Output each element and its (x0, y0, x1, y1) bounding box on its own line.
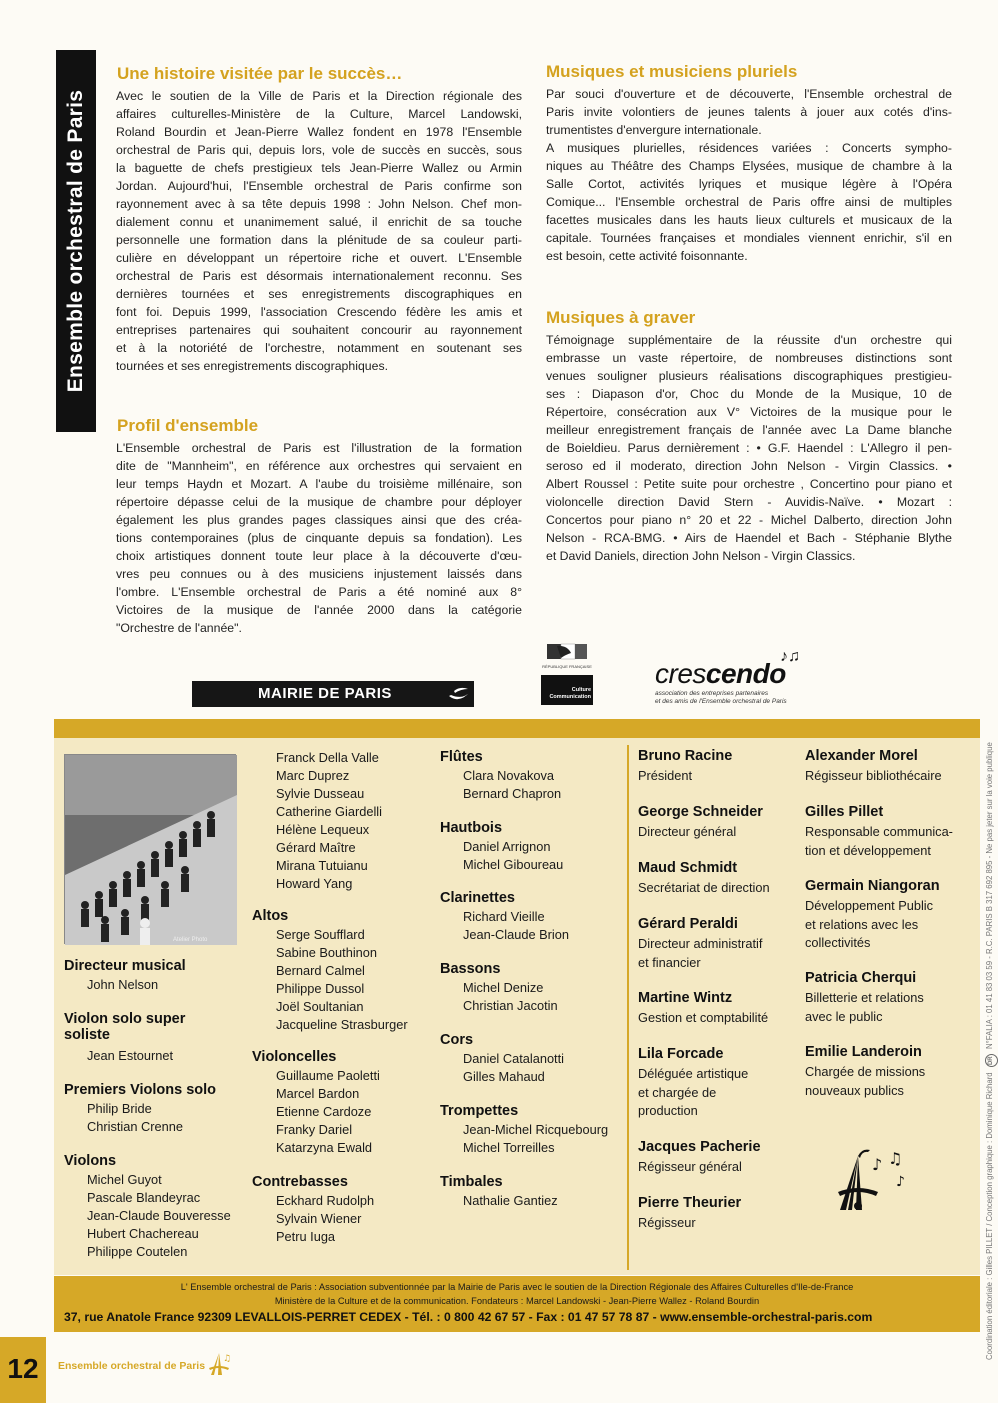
text-line: Répertoire, consécration aux V° Victoires de la musique pour le (546, 405, 952, 419)
staff-role: Directeur général (638, 824, 737, 839)
list-violoncelles (276, 1067, 380, 1157)
paragraph-musiques-pluriels (546, 85, 952, 265)
paragraph-histoire (116, 87, 522, 375)
list-directeur (87, 976, 158, 994)
staff-role: Responsable communica- tion et développement (805, 824, 953, 858)
musician-name: Etienne Cardoze (276, 1104, 372, 1119)
musician-name: Bernard Calmel (276, 963, 365, 978)
ministere-line1: Culture (571, 687, 591, 693)
musician-name: Pascale Blandeyrac (87, 1190, 201, 1205)
heading-histoire: Une histoire visitée par le succès… (117, 64, 403, 83)
list-clarinettes (463, 908, 569, 944)
musician-name: Clara Novakova (463, 768, 555, 783)
text-line: Paris invite volontiers de jeunes talents à jouer aux cotés d'ins- (546, 105, 952, 119)
musician-name: Franck Della Valle (276, 750, 379, 765)
text-line: trumentistes d'envergure internationale. (546, 123, 762, 137)
svg-text:♫: ♫ (888, 1149, 903, 1168)
footer-line-1: L' Ensemble orchestral de Paris : Association subventionnée par la Mairie de Paris avec le soutien de la Direction Régionale des Affaires Culturelles d'Ile-de-France (180, 1282, 854, 1292)
text-line: L'Ensemble orchestral de Paris est l'illustration de la formation (116, 441, 522, 455)
list-violon-solo (87, 1047, 173, 1065)
text-line: dite de "Mannheim", en référence aux orchestres qui servaient en (116, 459, 522, 473)
side-credit-1: Coordination éditoriale : Gilles PILLET / Conception graphique : Dominique Richard (985, 1072, 994, 1360)
text-line: la baguette de chefs prestigieux tels Jean-Pierre Wallez ou Armin (116, 161, 522, 175)
musician-name: Hubert Chachereau (87, 1226, 199, 1241)
text-line: dernières tournées et ses enregistrements discographiques en (116, 287, 522, 301)
text-line: entreprises partenaires qui souhaitent concourir au rayonnement (116, 323, 522, 337)
text-line: Témoignage supplémentaire de la réussite d'un orchestre qui (546, 333, 952, 347)
column-separator (627, 745, 629, 1270)
musician-name: Katarzyna Ewald (276, 1140, 373, 1155)
musician-name: Michel Giboureau (463, 857, 564, 872)
orchestra-emblem-icon (836, 1148, 916, 1220)
text-line: culière en développant un répertoire riche et ouvert. L'Ensemble (116, 251, 522, 265)
text-line: affaires culturelles-Ministère de la Culture, Marcel Landowski, (116, 107, 522, 121)
list-violons (87, 1171, 231, 1261)
marianne-icon (541, 643, 593, 673)
text-line: Salle Cortot, activités lyriques et musique légère à l'Opéra (546, 177, 952, 191)
list-timbales (463, 1192, 558, 1210)
list-altos (276, 926, 408, 1034)
staff-name: Bruno Racine (638, 748, 733, 764)
mairie-de-paris-logo: MAIRIE DE PARIS (192, 681, 474, 707)
heading-musiques-graver: Musiques à graver (546, 308, 696, 327)
violon-solo-title-2: soliste (64, 1027, 110, 1043)
group-hautbois: Hautbois (440, 820, 503, 836)
dr-badge: DR (985, 1054, 998, 1067)
text-line: de Boieldieu. Parus dernièrement : • G.F. Haendel : L'Allegro il pen- (546, 441, 952, 455)
staff-role: Régisseur (638, 1215, 696, 1230)
crescendo-subtitle (655, 690, 787, 706)
musician-name: Howard Yang (276, 876, 353, 891)
text-line: venues souligner plusieurs réalisations discographiques prestigieu- (546, 369, 952, 383)
text-line: Jordan. Aujourd'hui, l'Ensemble orchestral de Paris confirme son (116, 179, 522, 193)
group-premiers-violons: Premiers Violons solo (64, 1082, 217, 1098)
musician-name: Serge Soufflard (276, 927, 365, 942)
staff-role: Billetterie et relations avec le public (805, 990, 924, 1024)
list-violons-cont (276, 749, 382, 893)
text-line: est besoin, cette activité foisonnante. (546, 249, 748, 263)
staff-role: Développement Public et relations avec les collectivités (805, 898, 934, 950)
text-line: l'ombre. L'Ensemble orchestral de Paris a été nominé aux 8° (116, 585, 522, 599)
musician-name: Catherine Giardelli (276, 804, 382, 819)
text-line: orchestral de Paris qui, depuis lors, vole de succès en succès, sous (116, 143, 522, 157)
bottom-label: Ensemble orchestral de Paris (58, 1360, 206, 1372)
orchestra-photo (64, 754, 236, 944)
group-directeur: Directeur musical (64, 958, 186, 974)
musician-name: Christian Jacotin (463, 998, 558, 1013)
svg-text:♪: ♪ (896, 1174, 905, 1190)
staff-name: Lila Forcade (638, 1046, 724, 1062)
crescendo-sub2: et des amis de l'Ensemble orchestral de Paris (655, 698, 787, 705)
ministere-line2: Communication (549, 694, 591, 700)
list-premiers-violons (87, 1100, 183, 1136)
staff-name: Gilles Pillet (805, 804, 884, 820)
musician-name: Philippe Dussol (276, 981, 365, 996)
staff-name: Maud Schmidt (638, 860, 738, 876)
text-line: Nelson - RCA-BMG. • Airs de Haendel et Bach - Stéphanie Blythe (546, 531, 952, 545)
paragraph-musiques-graver (546, 331, 952, 565)
musician-name: Jacqueline Strasburger (276, 1017, 408, 1032)
musician-name: Philippe Coutelen (87, 1244, 188, 1259)
text-line: seroso ed il moderato, direction John Nelson - Virgin Classics. • (546, 459, 952, 473)
musician-name: Richard Vieille (463, 909, 545, 924)
musician-name: Franky Dariel (276, 1122, 353, 1137)
group-flutes: Flûtes (440, 749, 483, 765)
staff-name: Germain Niangoran (805, 878, 940, 894)
text-line: tions contemporaines (plus de cinquante depuis sa fondation). Les (116, 531, 522, 545)
text-line: font foi. Depuis 1999, l'association Crescendo fédère les amis et (116, 305, 522, 319)
musician-name: Sylvain Wiener (276, 1211, 362, 1226)
musician-name: Sabine Bouthinon (276, 945, 378, 960)
crescendo-bold: cendo (705, 658, 786, 689)
musician-name: Mirana Tutuianu (276, 858, 368, 873)
page-number: 12 (0, 1337, 46, 1403)
text-line: vres peu connues ou à des musiciens injustement laissés dans (116, 567, 522, 581)
text-line: tournées et ses enregistrements discographiques. (116, 359, 389, 373)
staff-role: Régisseur bibliothécaire (805, 768, 942, 783)
musician-name: Michel Denize (463, 980, 544, 995)
musician-name: Jean-Michel Ricquebourg (463, 1122, 609, 1137)
staff-name: Emilie Landeroin (805, 1044, 922, 1060)
ministere-top-text: RÉPUBLIQUE FRANÇAISE (542, 664, 592, 669)
text-line: répertoire dépasse celui de la musique de chambre pour déployer (116, 495, 522, 509)
text-line: facettes musicales dans les hauts lieux culturels et musicaux de la (546, 213, 952, 227)
staff-name: George Schneider (638, 804, 763, 820)
text-line: orchestral de Paris est désormais internationalement reconnu. Ses (116, 269, 522, 283)
staff-role: Gestion et comptabilité (638, 1010, 769, 1025)
ministere-text (541, 675, 593, 705)
staff-name: Martine Wintz (638, 990, 733, 1006)
photo-caption: Atelier Photo (173, 937, 208, 943)
text-line: niques au Théâtre des Champs Elysées, musique de chambre à la (546, 159, 952, 173)
footer-line-2: Ministère de la Culture et de la communication. Fondateurs : Marcel Landowski - Jean-Pierre Wallez - Roland Bourdin (274, 1296, 760, 1306)
musician-name: Marc Duprez (276, 768, 350, 783)
group-altos: Altos (252, 908, 289, 924)
text-line: Comique... l'Ensemble orchestral de Paris offre ainsi de multiples (546, 195, 952, 209)
music-notes-icon: ♪♫ (780, 648, 800, 665)
heading-profil: Profil d'ensemble (117, 416, 259, 435)
musician-name: Jean-Claude Bouveresse (87, 1208, 231, 1223)
musician-name: Bernard Chapron (463, 786, 562, 801)
musician-name: Hélène Lequeux (276, 822, 370, 837)
crescendo-sub1: association des entreprises partenaires (655, 690, 769, 697)
musician-name: Gilles Mahaud (463, 1069, 545, 1084)
text-line: Albert Roussel : Petite suite pour orchestre , Concertino pour piano et (546, 477, 952, 491)
musician-name: Sylvie Dusseau (276, 786, 365, 801)
musician-name: Gérard Maître (276, 840, 356, 855)
svg-text:♫: ♫ (223, 1354, 232, 1364)
crescendo-pre: cres (655, 658, 706, 689)
musician-name: John Nelson (87, 977, 159, 992)
musician-name: Nathalie Gantiez (463, 1193, 558, 1208)
musician-name: Guillaume Paoletti (276, 1068, 380, 1083)
text-line: Par souci d'ouverture et de découverte, l'Ensemble orchestral de (546, 87, 952, 101)
crescendo-logo (655, 658, 786, 690)
musician-name: Marcel Bardon (276, 1086, 360, 1101)
text-line: Concertos pour piano n° 20 et 22 - Michel Dalberto, direction John (546, 513, 952, 527)
footer-contact: 37, rue Anatole France 92309 LEVALLOIS-PERRET CEDEX - Tél. : 0 800 42 67 57 - Fax : 01 47 57 78 87 - www.ensemble-orchestral-paris.com (64, 1310, 873, 1324)
roster-top-band (54, 719, 980, 738)
group-clarinettes: Clarinettes (440, 890, 515, 906)
staff-name: Gérard Peraldi (638, 916, 738, 932)
bottom-emblem-icon (208, 1350, 234, 1378)
text-line: personnelle une formation dans la plénitude de sa couleur parti- (116, 233, 522, 247)
group-violon-solo (64, 1011, 185, 1043)
staff-role: Directeur administratif et financier (638, 936, 763, 970)
list-hautbois (463, 838, 563, 874)
text-line: choix artistiques donnent toute leur place à la découverte d'œu- (116, 549, 522, 563)
text-line: "Orchestre de l'année". (116, 621, 242, 635)
staff-role: Président (638, 768, 693, 783)
staff-role: Secrétariat de direction (638, 880, 770, 895)
staff-role: Régisseur général (638, 1159, 742, 1174)
group-timbales: Timbales (440, 1174, 503, 1190)
group-contrebasses: Contrebasses (252, 1174, 348, 1190)
list-bassons (463, 979, 558, 1015)
text-line: A musiques plurielles, résidences variées : Concerts sympho- (546, 141, 952, 155)
musician-name: Michel Torreilles (463, 1140, 555, 1155)
text-line: rayonnement avec à sa tête depuis 1998 : John Nelson. Chef mon- (116, 197, 522, 211)
text-line: Roland Bourdin et Jean-Pierre Wallez fondent en 1978 l'Ensemble (116, 125, 522, 139)
text-line: capitale. Tournées françaises et mondiales viennent enrichir, s'il en (546, 231, 952, 245)
staff-name: Jacques Pacherie (638, 1139, 761, 1155)
text-line: et David Daniels, direction John Nelson - Virgin Classics. (546, 549, 856, 563)
list-contrebasses (276, 1192, 374, 1246)
vertical-title: Ensemble orchestral de Paris (64, 89, 87, 393)
text-line: ses : Diapason d'or, Choc du Monde de la Musique, 10 de (546, 387, 952, 401)
text-line: meilleur enregistrement français de l'année avec La Dame blanche (546, 423, 952, 437)
text-line: Victoires de la musique de l'année 2000 dans la catégorie (116, 603, 522, 617)
musician-name: Michel Guyot (87, 1172, 162, 1187)
musician-name: Jean Estournet (87, 1048, 174, 1063)
text-line: leur temps Haydn et Mozart. A l'aube du troisième millénaire, son (116, 477, 522, 491)
heading-musiques-pluriels: Musiques et musiciens pluriels (546, 62, 798, 81)
staff-name: Alexander Morel (805, 748, 918, 764)
ministere-culture-logo (541, 643, 593, 705)
side-credit (985, 540, 998, 1360)
group-cors: Cors (440, 1032, 474, 1048)
musician-name: Jean-Claude Brion (463, 927, 569, 942)
list-flutes (463, 767, 561, 803)
mairie-ship-icon (446, 682, 472, 706)
staff-role: Déléguée artistique et chargée de production (638, 1066, 749, 1118)
text-line: violoncelle direction David Stern - Auvidis-Naïve. • Mozart : (546, 495, 952, 509)
list-cors (463, 1050, 564, 1086)
text-line: dialement connu et unanimement salué, il enrichit de sa touche (116, 215, 522, 229)
musician-name: Joël Soultanian (276, 999, 364, 1014)
staff-name: Pierre Theurier (638, 1195, 742, 1211)
staff-name: Patricia Cherqui (805, 970, 917, 986)
musician-name: Christian Crenne (87, 1119, 184, 1134)
group-violoncelles: Violoncelles (252, 1049, 337, 1065)
musician-name: Petru Iuga (276, 1229, 336, 1244)
musician-name: Daniel Arrignon (463, 839, 551, 854)
musician-name: Daniel Catalanotti (463, 1051, 565, 1066)
group-violons: Violons (64, 1153, 117, 1169)
svg-text:♪: ♪ (872, 1155, 883, 1174)
text-line: embrasse un vaste répertoire, de nombreuses distinctions sont (546, 351, 952, 365)
paragraph-profil (116, 439, 522, 637)
musician-name: Philip Bride (87, 1101, 152, 1116)
violon-solo-title-1: Violon solo super (64, 1011, 186, 1027)
list-trompettes (463, 1121, 608, 1157)
musician-name: Eckhard Rudolph (276, 1193, 375, 1208)
side-credit-2: N°FALIA : 01 41 83 03 59 - R.C. PARIS B 317 692 895 - Ne pas jeter sur la voie publique (985, 742, 994, 1050)
staff-role: Chargée de missions nouveaux publics (805, 1064, 926, 1098)
text-line: et à la notoriété de l'orchestre, notamment en soutenant ses (116, 341, 522, 355)
group-bassons: Bassons (440, 961, 501, 977)
text-line: également les plus grandes pages classiques ainsi que des créa- (116, 513, 522, 527)
group-trompettes: Trompettes (440, 1103, 519, 1119)
text-line: Avec le soutien de la Ville de Paris et la Direction régionale des (116, 89, 522, 103)
